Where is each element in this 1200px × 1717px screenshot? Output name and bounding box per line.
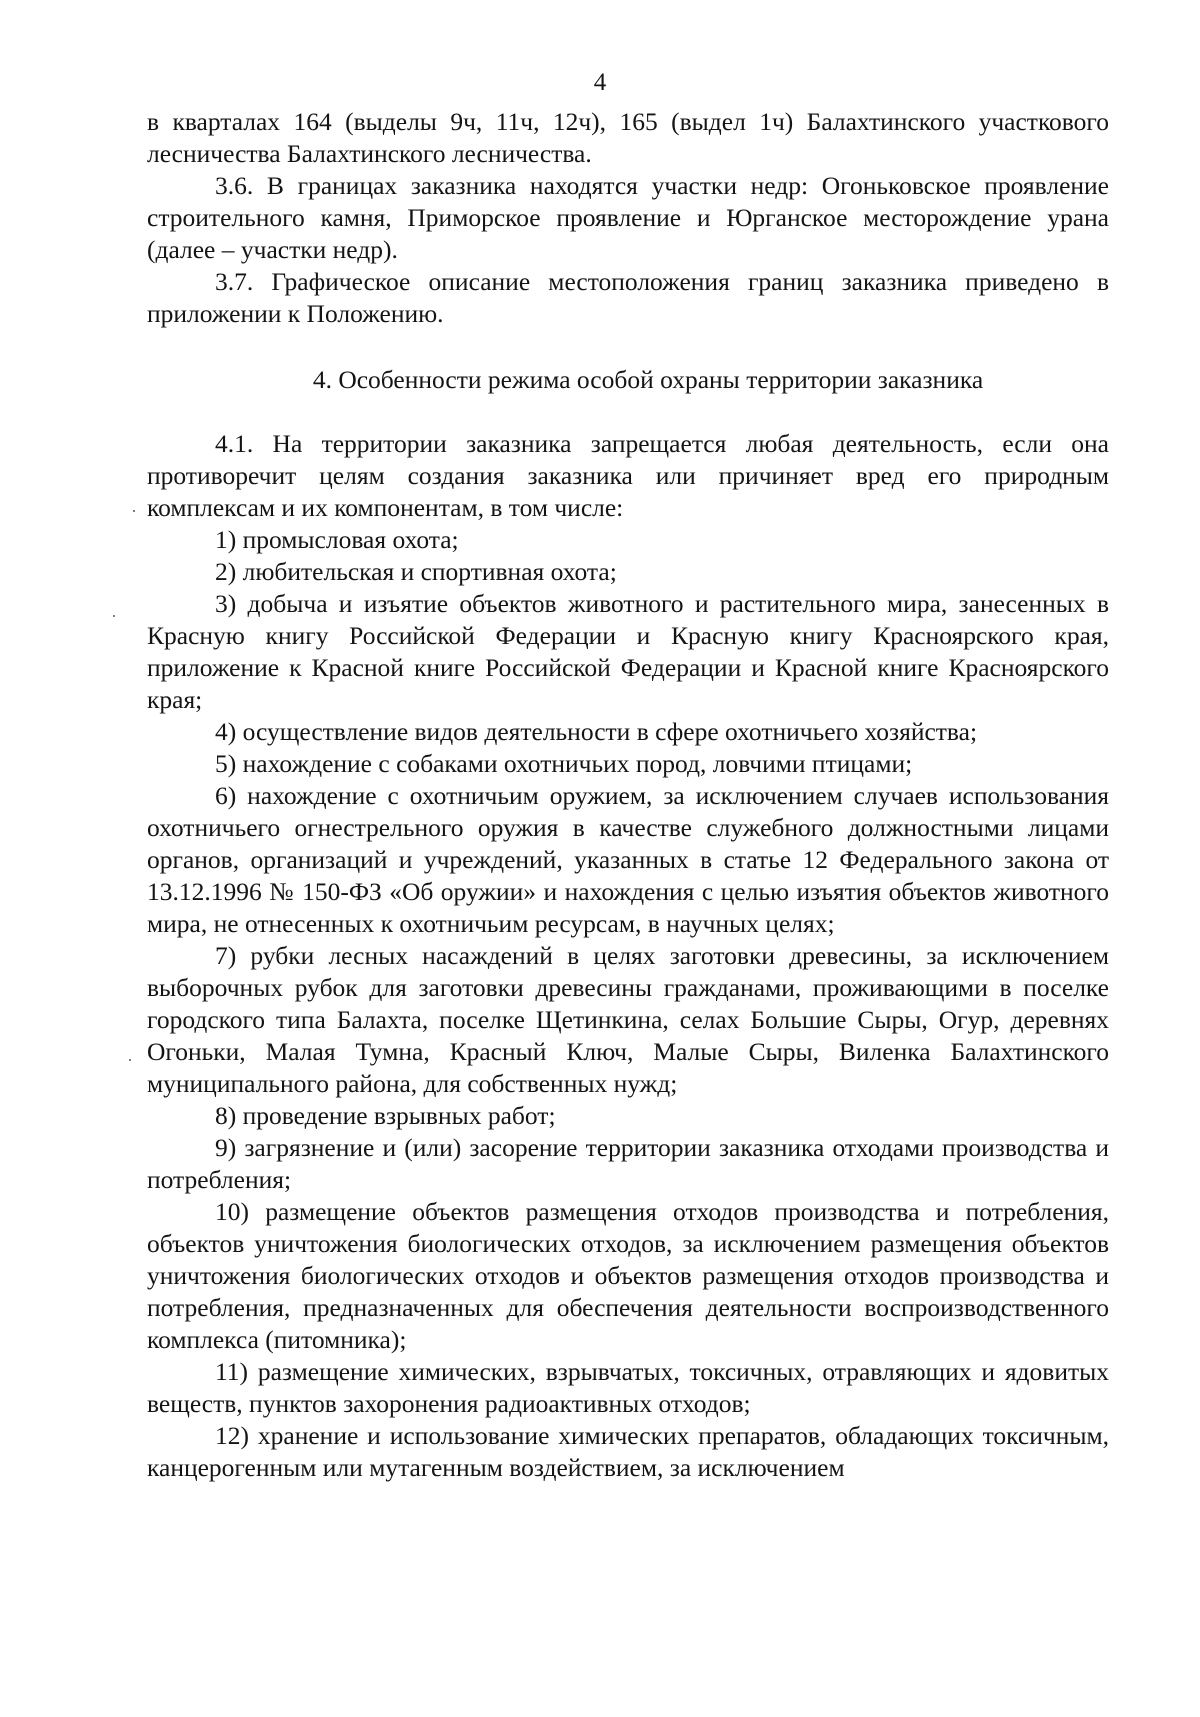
scan-speck xyxy=(133,510,135,512)
paragraph-3-6: 3.6. В границах заказника находятся участки недр: Огоньковское проявление строительного камня, Приморское проявление и Юрганское месторождение урана (далее – участки недр). xyxy=(147,171,1109,264)
scan-speck xyxy=(113,615,115,617)
list-item-9: 9) загрязнение и (или) засорение территории заказника отходами производства и потребления; xyxy=(147,1133,1109,1194)
list-item-6: 6) нахождение с охотничьим оружием, за исключением случаев использования охотничьего огнестрельного оружия в качестве служебного должностными лицами органов, организаций и учреждений, указанных в статье 12 Федерального закона от 13.12.1996 № 150-ФЗ «Об оружии» и нахождения с целью изъятия объектов животного мира, не отнесенных к охотничьим ресурсам, в научных целях; xyxy=(147,781,1109,938)
list-item-4: 4) осуществление видов деятельности в сфере охотничьего хозяйства; xyxy=(215,717,978,746)
list-item-10: 10) размещение объектов размещения отходов производства и потребления, объектов уничтожения биологических отходов, за исключением размещения объектов уничтожения биологических отходов и объектов размещения отходов производства и потребления, предназначенных для обеспечения деятельности воспроизводственного комплекса (питомника); xyxy=(147,1197,1109,1354)
section-heading: 4. Особенности режима особой охраны территории заказника xyxy=(312,365,984,394)
list-item-7: 7) рубки лесных насаждений в целях заготовки древесины, за исключением выборочных рубок для заготовки древесины гражданами, проживающими в поселке городского типа Балахта, поселке Щетинкина, селах Большие Сыры, Огур, деревнях Огоньки, Малая Тумна, Красный Ключ, Малые Сыры, Виленка Балахтинского муниципального района, для собственных нужд; xyxy=(147,941,1109,1098)
paragraph-continuation: в кварталах 164 (выделы 9ч, 11ч, 12ч), 165 (выдел 1ч) Балахтинского участкового лесничества Балахтинского лесничества. xyxy=(147,107,1109,168)
list-item-8: 8) проведение взрывных работ; xyxy=(215,1101,556,1130)
scan-speck xyxy=(129,1059,131,1061)
list-item-12: 12) хранение и использование химических препаратов, обладающих токсичным, канцерогенным или мутагенным воздействием, за исключением xyxy=(147,1421,1109,1482)
list-item-5: 5) нахождение с собаками охотничьих пород, ловчими птицами; xyxy=(215,749,913,778)
list-item-11: 11) размещение химических, взрывчатых, токсичных, отравляющих и ядовитых веществ, пунктов захоронения радиоактивных отходов; xyxy=(147,1357,1109,1418)
list-item-2: 2) любительская и спортивная охота; xyxy=(215,557,617,586)
document-body xyxy=(147,106,1109,1484)
list-item-3: 3) добыча и изъятие объектов животного и растительного мира, занесенных в Красную книгу Российской Федерации и Красную книгу Красноярского края, приложение к Красной книге Российской Федерации и Красной книге Красноярского края; xyxy=(147,589,1109,714)
page-number: 4 xyxy=(593,69,607,96)
list-item-1: 1) промысловая охота; xyxy=(215,525,459,554)
paragraph-4-1: 4.1. На территории заказника запрещается любая деятельность, если она противоречит целям создания заказника или причиняет вред его природным комплексам и их компонентам, в том числе: xyxy=(147,429,1109,522)
paragraph-3-7: 3.7. Графическое описание местоположения границ заказника приведено в приложении к Положению. xyxy=(147,267,1109,328)
